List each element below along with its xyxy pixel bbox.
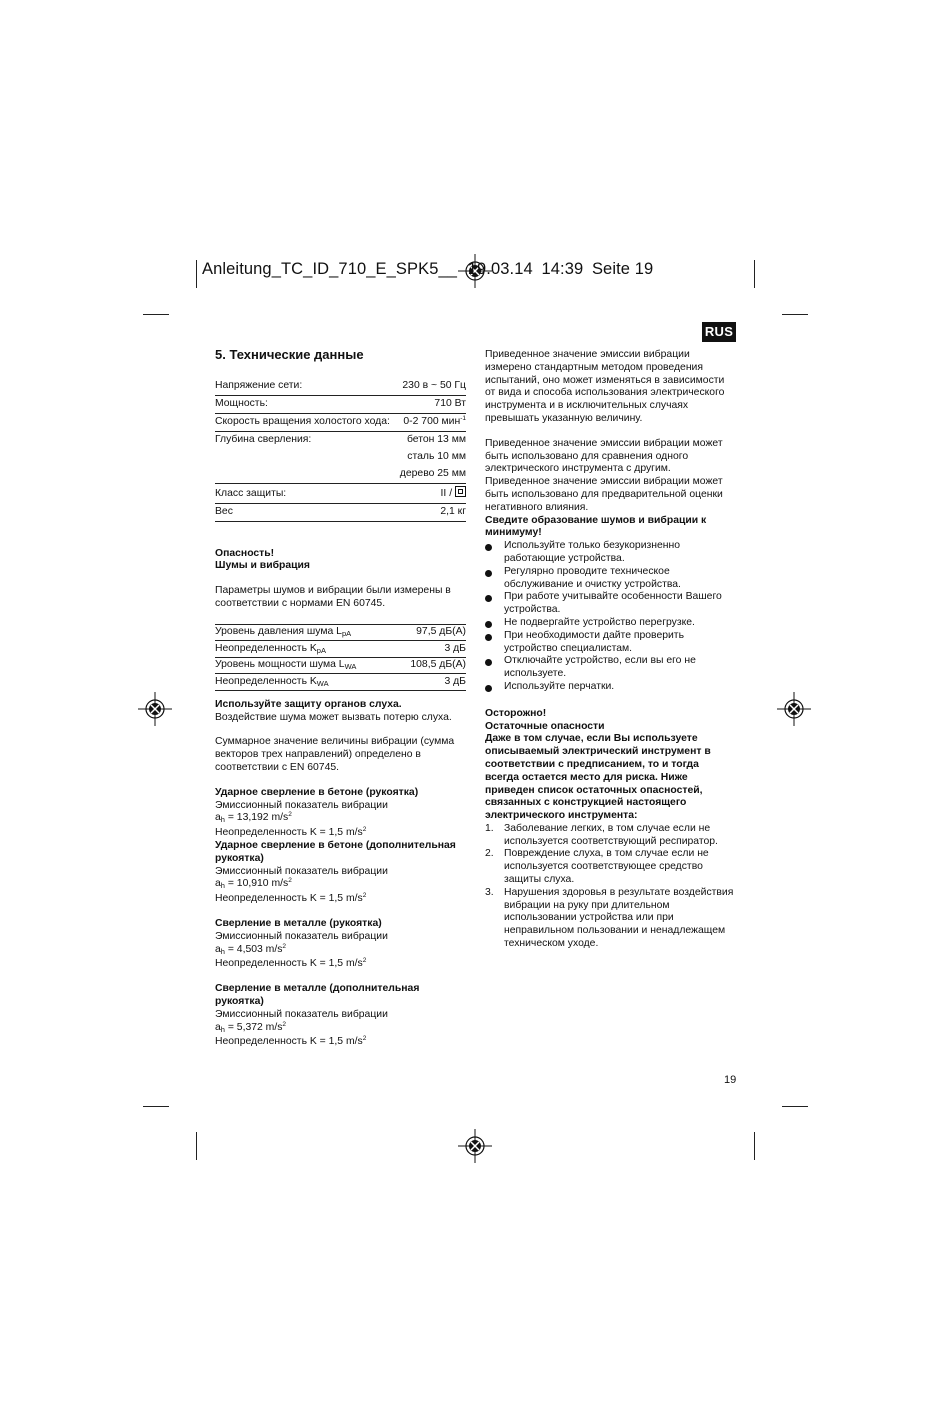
bullet-icon: [485, 685, 492, 692]
list-item: Используйте перчатки.: [485, 681, 735, 694]
ah-value: $a_h = 13,192$ $m/s^2$: [215, 811, 292, 825]
ah-value: $a_h = 5,372$ $m/s^2$: [215, 1020, 287, 1034]
list-item: 2. Повреждение слуха, в том случае если не используется соответствующее средство защиты слуха.: [485, 848, 709, 886]
vibration-block: [215, 787, 467, 840]
uncertainty-value: Неопределенность K = 1,5 $m/s^2$: [215, 892, 367, 905]
caution-title: Осторожно!: [485, 707, 547, 719]
danger-title: Опасность!: [215, 547, 275, 559]
ah-value: $a_h = 4,503$ $m/s^2$: [215, 942, 287, 956]
spec-value: сталь 10 мм: [407, 451, 466, 462]
noise-label: Неопределенность $K_{WA}$: [215, 674, 395, 691]
spec-value: II /: [397, 483, 466, 503]
spec-label: Вес: [215, 503, 397, 521]
hearing-text: Воздействие шума может вызвать потерю слуха.: [215, 711, 452, 723]
spec-value: дерево 25 мм: [399, 468, 466, 479]
table-row: [215, 657, 466, 674]
hearing-title: Используйте защиту органов слуха.: [215, 698, 402, 710]
spec-value: 230 в ~ 50 Гц: [402, 380, 466, 391]
spec-value: 0-2 700 мин$^{-1}$: [397, 413, 466, 431]
uncertainty-value: Неопределенность K = 1,5 $m/s^2$: [215, 1035, 367, 1048]
left-column: [215, 349, 467, 1049]
table-row: [215, 624, 466, 641]
bullet-icon: [485, 544, 492, 551]
list-item: Не подвергайте устройство перегрузке.: [485, 617, 735, 630]
emission-label: Эмиссионный показатель вибрации: [215, 930, 388, 942]
list-item: Регулярно проводите техническое обслуживание и очистку устройства.: [485, 566, 735, 592]
noise-label: Уровень мощности шума $L_{WA}$: [215, 657, 395, 674]
bullet-icon: [485, 595, 492, 602]
crop-mark: [143, 1106, 169, 1107]
minimize-list: [485, 540, 735, 694]
crop-mark: [754, 1132, 755, 1160]
vibration-title: Ударное сверление в бетоне (рукоятка): [215, 786, 419, 798]
spec-value: 710 Вт: [397, 395, 466, 413]
spec-label: [215, 466, 397, 484]
list-item: При работе учитывайте особенности Вашего устройства.: [485, 591, 735, 617]
table-row: [215, 466, 466, 484]
vibration-block: [215, 840, 467, 906]
danger-subtitle: Шумы и вибрация: [215, 560, 310, 572]
risk-list: [485, 823, 735, 951]
residual-title: Остаточные опасности: [485, 720, 605, 732]
spec-label: Скорость вращения холостого хода:: [215, 413, 397, 431]
print-header: [202, 260, 653, 279]
list-item: Используйте только безукоризненно работающие устройства.: [485, 540, 735, 566]
noise-value: 97,5 дБ(А): [395, 624, 466, 641]
section-title: 5. Технические данные: [215, 347, 364, 362]
emission-label: Эмиссионный показатель вибрации: [215, 1008, 388, 1020]
protection-class-icon: [455, 486, 466, 497]
vibration-note-3: Приведенное значение эмиссии вибрации может быть использовано для предварительной оценки негативного влияния.: [485, 476, 723, 513]
crop-mark: [754, 260, 755, 288]
bullet-icon: [485, 634, 492, 641]
list-item: 1. Заболевание легких, в том случае если не используется соответствующий респиратор.: [485, 822, 718, 847]
noise-value: 108,5 дБ(А): [395, 657, 466, 674]
spec-label: [215, 449, 397, 466]
noise-table: [215, 624, 466, 691]
table-row: [215, 503, 466, 521]
header-time: 14:39: [541, 260, 584, 278]
vibration-note-1: Приведенное значение эмиссии вибрации измерено стандартным методом проведения испытаний, оно может изменяться в зависимости от вида и способа использования электрического инструмента и в исключительных случаях превышать указанную величину.: [485, 349, 725, 424]
spec-label: Напряжение сети:: [215, 380, 303, 391]
emission-label: Эмиссионный показатель вибрации: [215, 865, 388, 877]
list-item: 3. Нарушения здоровья в результате воздействия вибрации на руку при длительном использовании устройства или при неправильном пользовании и ненадлежащем техническом уходе.: [485, 886, 734, 950]
ah-value: $a_h = 10,910$ $m/s^2$: [215, 877, 292, 891]
crop-mark: [196, 260, 197, 288]
right-column: [485, 349, 735, 951]
noise-label: Неопределенность $K_{pA}$: [215, 641, 395, 658]
table-row: [215, 378, 466, 396]
bullet-icon: [485, 621, 492, 628]
crop-mark: [196, 1132, 197, 1160]
table-row: [215, 449, 466, 466]
vibration-title: Сверление в металле (рукоятка): [215, 917, 382, 929]
uncertainty-value: Неопределенность K = 1,5 $m/s^2$: [215, 826, 367, 839]
spec-value: 2,1 кг: [397, 503, 466, 521]
spec-table: [215, 378, 466, 522]
table-row: [215, 674, 466, 691]
noise-intro: Параметры шумов и вибрации были измерены в соответствии с нормами EN 60745.: [215, 585, 451, 609]
spec-label: Мощность:: [215, 395, 397, 413]
spec-label: Класс защиты:: [215, 483, 397, 503]
header-date: 19.03.14: [467, 260, 533, 278]
table-row: [215, 431, 466, 449]
list-item: Отключайте устройство, если вы его не используете.: [485, 655, 735, 681]
noise-label: Уровень давления шума $L_{pA}$: [215, 624, 395, 641]
header-slug: Anleitung_TC_ID_710_E_SPK5__: [202, 260, 458, 278]
table-row: [215, 413, 466, 431]
table-row: [215, 395, 466, 413]
crop-mark: [782, 314, 808, 315]
spec-value: бетон 13 мм: [397, 431, 466, 449]
page-number: 19: [724, 1074, 737, 1086]
language-badge: RUS: [702, 322, 736, 342]
table-row: [215, 641, 466, 658]
registration-mark-icon: [777, 692, 811, 726]
noise-value: 3 дБ: [395, 641, 466, 658]
spec-label: Глубина сверления:: [215, 431, 397, 449]
list-item: При необходимости дайте проверить устройство специалистам.: [485, 630, 735, 656]
vibration-sum-text: Суммарное значение величины вибрации (сумма векторов трех направлений) определено в соответствии с EN 60745.: [215, 736, 455, 773]
registration-mark-icon: [458, 1129, 492, 1163]
vibration-note-2: Приведенное значение эмиссии вибрации может быть использовано для сравнения одного электрического инструмента с другим.: [485, 437, 723, 475]
vibration-title: Ударное сверление в бетоне (дополнительная рукоятка): [215, 839, 456, 864]
emission-label: Эмиссионный показатель вибрации: [215, 799, 388, 811]
uncertainty-value: Неопределенность K = 1,5 $m/s^2$: [215, 957, 367, 970]
crop-mark: [143, 314, 169, 315]
noise-value: 3 дБ: [395, 674, 466, 691]
residual-intro: Даже в том случае, если Вы используете описываемый электрический инструмент в соответствии с предписанием, то и тогда всегда остается место для риска. Ниже приведен список остаточных опасностей, связанных с конструкцией настоящего электрического инструмента:: [485, 733, 711, 822]
minimize-title: Сведите образование шумов и вибрации к минимуму!: [485, 514, 707, 539]
vibration-block: [215, 918, 467, 971]
registration-mark-icon: [138, 692, 172, 726]
crop-mark: [782, 1106, 808, 1107]
bullet-icon: [485, 659, 492, 666]
header-page: Seite 19: [591, 260, 654, 278]
bullet-icon: [485, 570, 492, 577]
vibration-title: Сверление в металле (дополнительная рукоятка): [215, 983, 420, 1007]
vibration-block: [215, 983, 467, 1049]
table-row: [215, 483, 466, 503]
